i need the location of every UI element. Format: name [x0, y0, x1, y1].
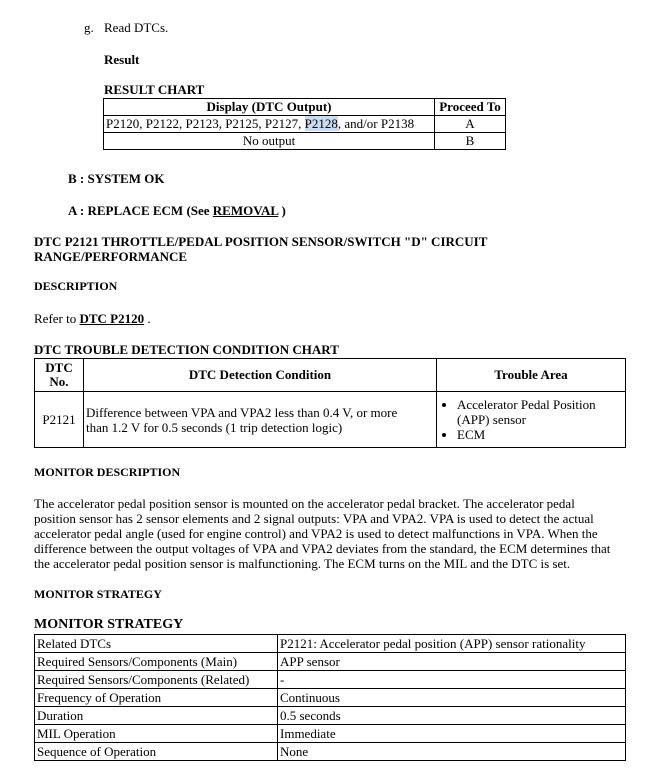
col-display: Display (DTC Output)	[104, 99, 435, 116]
proceed-cell: B	[435, 133, 506, 150]
table-row	[35, 392, 626, 448]
display-cell: P2120, P2122, P2123, P2125, P2127, P2128, and/or P2138	[104, 116, 435, 133]
description-heading: DESCRIPTION	[34, 279, 118, 293]
table-row	[35, 689, 626, 707]
removal-link[interactable]: REMOVAL	[212, 203, 279, 218]
section-title-line2: RANGE/PERFORMANCE	[34, 249, 188, 264]
result-a: A : REPLACE ECM (See REMOVAL )	[68, 203, 286, 218]
strategy-value: -	[278, 671, 626, 689]
condition-cell: Difference between VPA and VPA2 less than 0.4 V, or more than 1.2 V for 0.5 seconds (1 trip detection logic)	[84, 392, 437, 448]
table-row	[35, 725, 626, 743]
trouble-cell	[437, 392, 626, 448]
col-dtc-no: DTC No.	[35, 359, 84, 392]
strategy-label: Required Sensors/Components (Related)	[35, 671, 278, 689]
list-item: • ECM	[457, 427, 623, 442]
col-condition: DTC Detection Condition	[84, 359, 437, 392]
table-row	[35, 743, 626, 761]
display-cell: No output	[104, 133, 435, 150]
strategy-label: Sequence of Operation	[35, 743, 278, 761]
col-proceed: Proceed To	[435, 99, 506, 116]
strategy-label: Frequency of Operation	[35, 689, 278, 707]
strategy-value: None	[278, 743, 626, 761]
dtc-cell: P2121	[35, 392, 84, 448]
section-title-line1: DTC P2121 THROTTLE/PEDAL POSITION SENSOR/SWITCH "D" CIRCUIT	[34, 234, 488, 249]
monitor-strategy-heading-small: MONITOR STRATEGY	[34, 587, 162, 601]
detection-chart-table	[34, 358, 626, 448]
proceed-cell: A	[435, 116, 506, 133]
strategy-label: Required Sensors/Components (Main)	[35, 653, 278, 671]
monitor-paragraph: The accelerator pedal position sensor is mounted on the accelerator pedal bracket. The accelerator pedal position sensor has 2 sensor elements and 2 signal outputs: VPA and VPA2. VPA is used to detect the actual accelerator pedal angle (used for engine control) and VPA2 is used to detect malfunctions in VPA. When the difference between the output voltages of VPA and VPA2 deviates from the standard, the ECM determines that the accelerator pedal position sensor is malfunctioning. The ECM turns on the MIL and the DTC is set.	[34, 496, 611, 571]
dtc-p2120-link[interactable]: DTC P2120	[79, 311, 145, 326]
monitor-strategy-heading: MONITOR STRATEGY	[34, 617, 184, 632]
strategy-label: Duration	[35, 707, 278, 725]
result-b: B : SYSTEM OK	[68, 171, 165, 186]
monitor-strategy-table	[34, 634, 626, 761]
step-text: Read DTCs.	[104, 20, 169, 35]
detection-chart-title: DTC TROUBLE DETECTION CONDITION CHART	[34, 342, 339, 357]
step-letter: g.	[84, 20, 94, 35]
strategy-value: P2121: Accelerator pedal position (APP) sensor rationality	[278, 635, 626, 653]
highlighted-dtc: P2128	[304, 116, 338, 131]
list-item: • Accelerator Pedal Position (APP) sensor	[457, 397, 623, 427]
strategy-value: Continuous	[278, 689, 626, 707]
monitor-description-heading: MONITOR DESCRIPTION	[34, 465, 181, 479]
table-row	[35, 653, 626, 671]
strategy-label: MIL Operation	[35, 725, 278, 743]
table-row	[104, 116, 506, 133]
table-row	[35, 635, 626, 653]
result-chart-title: RESULT CHART	[104, 82, 205, 97]
result-label: Result	[104, 52, 140, 67]
col-trouble: Trouble Area	[437, 359, 626, 392]
trouble-list	[439, 397, 623, 442]
table-row	[104, 133, 506, 150]
strategy-value: 0.5 seconds	[278, 707, 626, 725]
strategy-label: Related DTCs	[35, 635, 278, 653]
result-chart-table	[103, 98, 506, 150]
table-row	[35, 671, 626, 689]
strategy-value: APP sensor	[278, 653, 626, 671]
strategy-value: Immediate	[278, 725, 626, 743]
table-row	[35, 707, 626, 725]
refer-text: Refer to DTC P2120 .	[34, 311, 151, 326]
